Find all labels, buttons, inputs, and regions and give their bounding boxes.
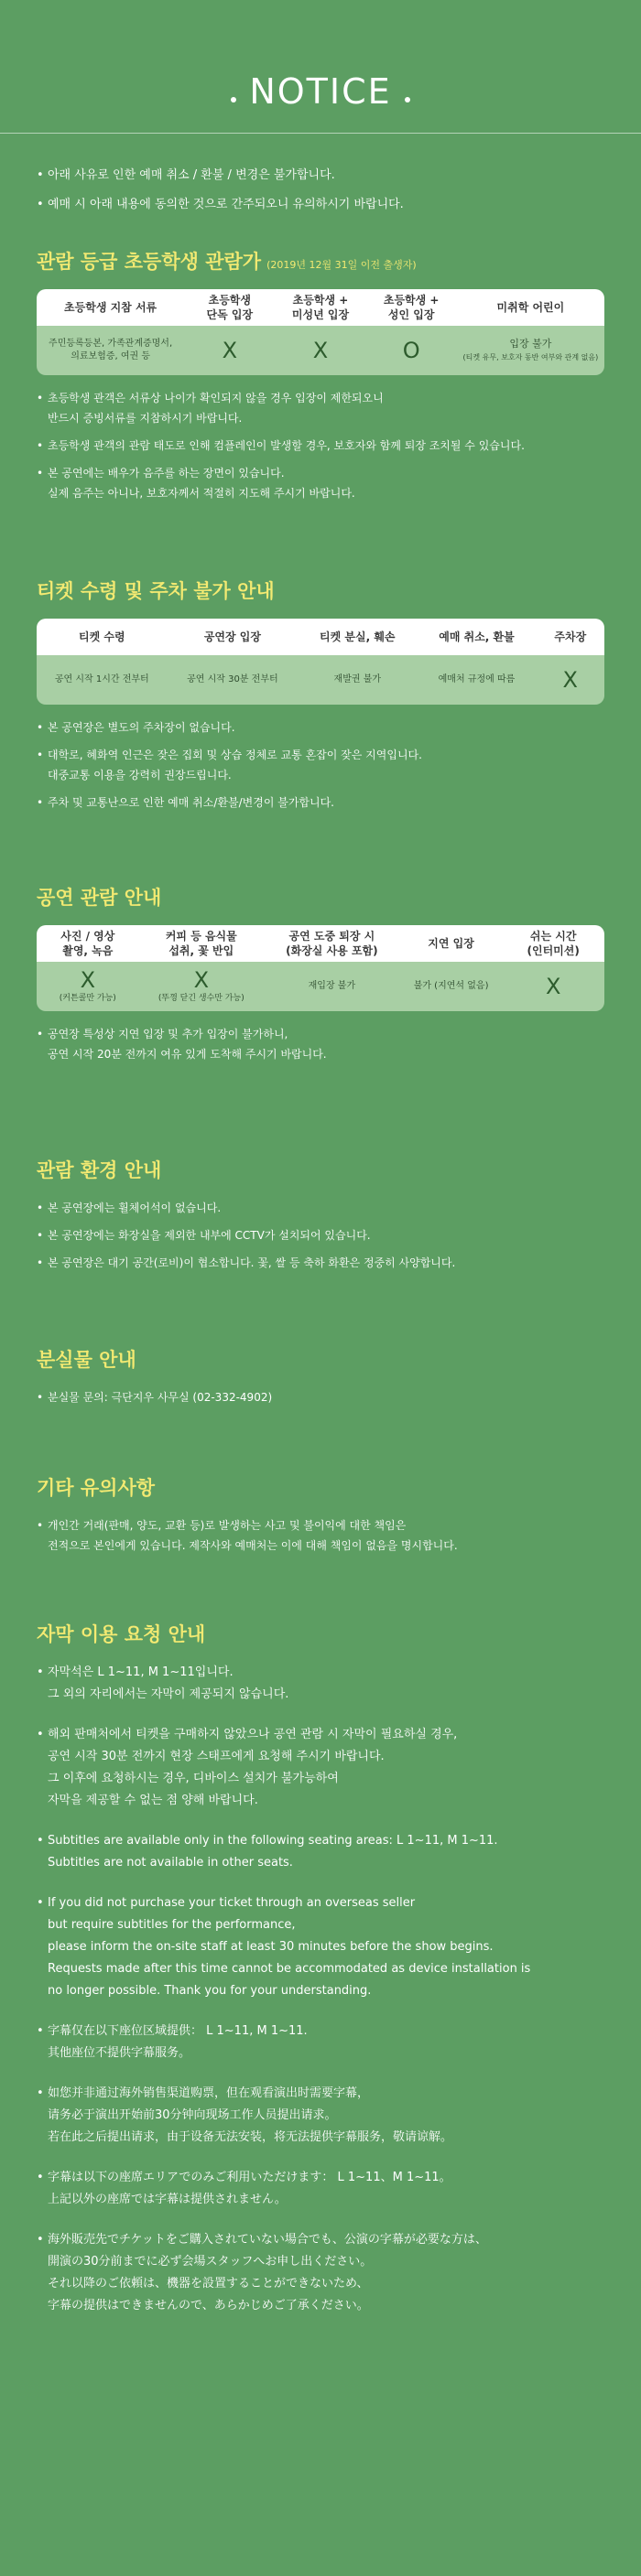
subtitle-notes <box>37 1662 604 2317</box>
etc-section-title: 기타 유의사항 <box>37 1477 156 1499</box>
age-header-adult: 초등학생 + 성인 입장 <box>366 289 457 326</box>
viewing-header-intermission: 쉬는 시간 (인터미션) <box>502 925 604 962</box>
environment-section <box>37 1156 604 1280</box>
ticket-header-lost: 티켓 분실, 훼손 <box>298 619 417 655</box>
subtitle-note-en-seats: • Subtitles are available only in the following seating areas: L 1~11, M 1~11. Subtitles are not available in other seats. <box>37 1830 604 1874</box>
title-dot-right <box>405 97 410 102</box>
ticket-header-pickup: 티켓 수령 <box>37 619 168 655</box>
viewing-cell-exit: 재입장 불가 <box>264 962 400 1011</box>
subtitle-note-ko-seats: • 자막석은 L 1~11, M 1~11입니다. 그 외의 자리에서는 자막이 제공되지 않습니다. <box>37 1662 604 1706</box>
intro-note: • 아래 사유로 인한 예매 취소 / 환불 / 변경은 불가합니다. <box>37 165 614 187</box>
ticket-cell-entry: 공연 시작 30분 전부터 <box>168 655 299 705</box>
ticket-header-refund: 예매 취소, 환불 <box>417 619 536 655</box>
age-note: • 초등학생 관객은 서류상 나이가 확인되지 않을 경우 입장이 제한되오니 반드시 증빙서류를 지참하시기 바랍니다. <box>37 388 604 428</box>
age-notes <box>37 388 604 503</box>
lost-section <box>37 1345 604 1415</box>
environment-note: • 본 공연장에는 휠체어석이 없습니다. <box>37 1198 604 1218</box>
viewing-section-title: 공연 관람 안내 <box>37 887 162 909</box>
lost-note: • 분실물 문의: 극단지우 사무실 (02-332-4902) <box>37 1387 604 1407</box>
age-cell-alone: X <box>184 326 275 375</box>
viewing-note: • 공연장 특성상 지연 입장 및 추가 입장이 불가하니, 공연 시작 20분 전까지 여유 있게 도착해 주시기 바랍니다. <box>37 1024 604 1064</box>
ticket-note: • 주차 및 교통난으로 인한 예매 취소/환불/변경이 불가합니다. <box>37 792 604 813</box>
ticket-note: • 대학로, 혜화역 인근은 잦은 집회 및 상습 정체로 교통 혼잡이 잦은 지역입니다. 대중교통 이용을 강력히 권장드립니다. <box>37 745 604 785</box>
ticket-table <box>37 619 604 705</box>
subtitle-note-zh-request: • 如您并非通过海外销售渠道购票，但在观看演出时需要字幕， 请务必于演出开始前30分钟向现场工作人员提出请求。 若在此之后提出请求，由于设备无法安装，将无法提供字幕服务，敬请谅解。 <box>37 2083 604 2149</box>
age-header-docs: 초등학생 지참 서류 <box>37 289 184 326</box>
title-dot-left <box>231 97 236 102</box>
ticket-cell-pickup: 공연 시작 1시간 전부터 <box>37 655 168 705</box>
viewing-section <box>37 883 604 1072</box>
etc-section <box>37 1473 604 1563</box>
ticket-cell-parking: X <box>537 655 604 705</box>
age-header-minor: 초등학생 + 미성년 입장 <box>275 289 365 326</box>
viewing-cell-photo: X (커튼콜만 가능) <box>37 962 139 1011</box>
age-note: • 본 공연에는 배우가 음주를 하는 장면이 있습니다. 실제 음주는 아니나, 보호자께서 적절히 지도해 주시기 바랍니다. <box>37 463 604 503</box>
viewing-cell-food: X (뚜껑 닫긴 생수만 가능) <box>139 962 264 1011</box>
age-cell-adult: O <box>366 326 457 375</box>
age-cell-docs: 주민등록등본, 가족관계증명서, 의료보험증, 여권 등 <box>37 326 184 375</box>
age-cell-preschool: 입장 불가 (티켓 유무, 보호자 동반 여부와 관계 없음) <box>457 326 604 375</box>
environment-note: • 본 공연장은 대기 공간(로비)이 협소합니다. 꽃, 쌀 등 축하 화환은 정중히 사양합니다. <box>37 1253 604 1273</box>
ticket-header-parking: 주차장 <box>537 619 604 655</box>
age-note: • 초등학생 관객의 관람 태도로 인해 컴플레인이 발생할 경우, 보호자와 함께 퇴장 조치될 수 있습니다. <box>37 436 604 456</box>
subtitle-note-en-request: • If you did not purchase your ticket through an overseas seller but require subtitles for the performance, please inform the on-site staff at least 30 minutes before the show begins. Requests made after this time cannot be accommodated as device installation is no longer possible. Thank you for your understanding. <box>37 1892 604 2002</box>
subtitle-section <box>37 1620 604 2335</box>
subtitle-note-ja-request: • 海外販売先でチケットをご購入されていない場合でも、公演の字幕が必要な方は、 開演の30分前までに必ず会場スタッフへお申し出ください。 それ以降のご依頼は、機器を設置することができないため、 字幕の提供はできませんので、あらかじめご了承ください。 <box>37 2229 604 2317</box>
viewing-header-exit: 공연 도중 퇴장 시 (화장실 사용 포함) <box>264 925 400 962</box>
intro-notes <box>37 165 614 223</box>
ticket-cell-refund: 예매처 규정에 따름 <box>417 655 536 705</box>
viewing-table <box>37 925 604 1011</box>
viewing-cell-late: 불가 (지연석 없음) <box>400 962 503 1011</box>
ticket-cell-lost: 재발권 불가 <box>298 655 417 705</box>
ticket-header-entry: 공연장 입장 <box>168 619 299 655</box>
viewing-header-late: 지연 입장 <box>400 925 503 962</box>
subtitle-note-ko-request: • 해외 판매처에서 티켓을 구매하지 않았으나 공연 관람 시 자막이 필요하실 경우, 공연 시작 30분 전까지 현장 스태프에게 요청해 주시기 바랍니다. 그 이후에 요청하시는 경우, 디바이스 설치가 불가능하여 자막을 제공할 수 없는 점 양해 바랍니다. <box>37 1724 604 1812</box>
age-header-alone: 초등학생 단독 입장 <box>184 289 275 326</box>
subtitle-section-title: 자막 이용 요청 안내 <box>37 1623 206 1645</box>
viewing-header-food: 커피 등 음식물 섭취, 꽃 반입 <box>139 925 264 962</box>
intro-note: • 예매 시 아래 내용에 동의한 것으로 간주되오니 유의하시기 바랍니다. <box>37 194 614 216</box>
age-header-preschool: 미취학 어린이 <box>457 289 604 326</box>
etc-note: • 개인간 거래(판매, 양도, 교환 등)로 발생하는 사고 및 불이익에 대한 책임은 전적으로 본인에게 있습니다. 제작사와 예매처는 이에 대해 책임이 없음을 명시합니다. <box>37 1515 604 1556</box>
environment-note: • 본 공연장에는 화장실을 제외한 내부에 CCTV가 설치되어 있습니다. <box>37 1225 604 1245</box>
ticket-note: • 본 공연장은 별도의 주차장이 없습니다. <box>37 717 604 738</box>
age-section <box>37 247 604 511</box>
environment-notes <box>37 1198 604 1273</box>
page-title: NOTICE <box>249 71 392 112</box>
subtitle-note-ja-seats: • 字幕は以下の座席エリアでのみご利用いただけます： L 1~11、M 1~11。 上記以外の座席では字幕は提供されません。 <box>37 2167 604 2211</box>
age-cell-minor: X <box>275 326 365 375</box>
viewing-notes <box>37 1024 604 1064</box>
subtitle-note-zh-seats: • 字幕仅在以下座位区域提供： L 1~11, M 1~11. 其他座位不提供字幕服务。 <box>37 2021 604 2064</box>
ticket-section <box>37 577 604 820</box>
age-birth-note: (2019년 12월 31일 이전 출생자) <box>266 259 417 271</box>
age-section-title: 관람 등급 초등학생 관람가 (2019년 12월 31일 이전 출생자) <box>37 251 417 273</box>
ticket-section-title: 티켓 수령 및 주차 불가 안내 <box>37 580 275 602</box>
ticket-notes <box>37 717 604 813</box>
viewing-cell-intermission: X <box>502 962 604 1011</box>
etc-notes <box>37 1515 604 1556</box>
age-table <box>37 289 604 375</box>
title-divider <box>0 133 641 134</box>
environment-section-title: 관람 환경 안내 <box>37 1159 162 1181</box>
lost-notes <box>37 1387 604 1407</box>
page-header <box>0 71 641 112</box>
lost-section-title: 분실물 안내 <box>37 1349 136 1371</box>
viewing-header-photo: 사진 / 영상 촬영, 녹음 <box>37 925 139 962</box>
